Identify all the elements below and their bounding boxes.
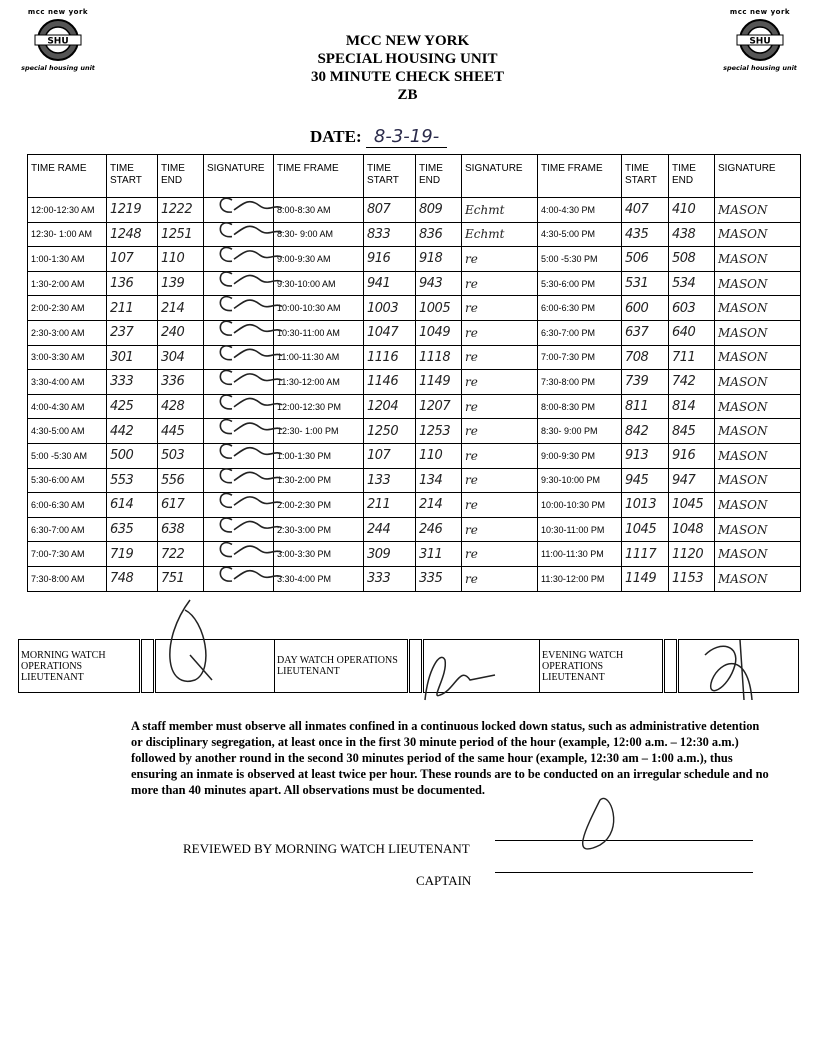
- time-end-cell[interactable]: 1207: [416, 394, 462, 419]
- time-start-cell[interactable]: 807: [364, 198, 416, 223]
- signature-cell[interactable]: re: [462, 345, 538, 370]
- time-frame-cell: 10:00-10:30 PM: [538, 493, 622, 518]
- table-row: [28, 493, 801, 518]
- time-start-cell[interactable]: 1045: [622, 517, 669, 542]
- table-row: [28, 222, 801, 247]
- column-header: SIGNATURE: [715, 155, 801, 198]
- signature-cell[interactable]: [204, 517, 274, 542]
- time-start-cell[interactable]: 637: [622, 320, 669, 345]
- signature-cell[interactable]: re: [462, 394, 538, 419]
- time-start-cell[interactable]: 1250: [364, 419, 416, 444]
- time-frame-cell: 1:00-1:30 AM: [28, 247, 107, 272]
- time-start-cell[interactable]: 842: [622, 419, 669, 444]
- time-end-cell[interactable]: 214: [416, 493, 462, 518]
- table-row: [28, 345, 801, 370]
- time-frame-cell: 2:30-3:00 PM: [274, 517, 364, 542]
- signature-cell[interactable]: MASON: [715, 198, 801, 223]
- day-watch-signature[interactable]: [423, 640, 540, 693]
- time-frame-cell: 6:30-7:00 AM: [28, 517, 107, 542]
- time-start-cell[interactable]: 107: [364, 443, 416, 468]
- table-row: [28, 320, 801, 345]
- signature-cell[interactable]: [204, 222, 274, 247]
- signature-cell[interactable]: MASON: [715, 443, 801, 468]
- time-frame-cell: 9:30-10:00 AM: [274, 271, 364, 296]
- instructions-paragraph: A staff member must observe all inmates confined in a continuous locked down status, such as administrative detention or disciplinary segregation, at least once in the first 30 minute period of the hour (example, 12:00 a.m. – 12:30 a.m.) followed by another round in the second 30 minutes period of the same hour (example, 12:30 am – 1:00 a.m.), thus ensuring an inmate is observed at least twice per hour. These rounds are to be conducted on an irregular schedule and no more than 40 minutes apart. All observations must be documented.: [131, 719, 769, 797]
- time-end-cell[interactable]: 742: [669, 370, 715, 395]
- signature-cell[interactable]: MASON: [715, 222, 801, 247]
- time-frame-cell: 4:00-4:30 PM: [538, 198, 622, 223]
- signature-cell[interactable]: re: [462, 566, 538, 591]
- signature-cell[interactable]: [204, 443, 274, 468]
- time-frame-cell: 4:30-5:00 AM: [28, 419, 107, 444]
- time-frame-cell: 8:00-8:30 AM: [274, 198, 364, 223]
- column-header: SIGNATURE: [204, 155, 274, 198]
- time-frame-cell: 4:00-4:30 AM: [28, 394, 107, 419]
- signature-cell[interactable]: [204, 419, 274, 444]
- time-end-cell[interactable]: 556: [158, 468, 204, 493]
- signature-cell[interactable]: re: [462, 517, 538, 542]
- title-line-2: SPECIAL HOUSING UNIT: [317, 51, 498, 67]
- time-end-cell[interactable]: 428: [158, 394, 204, 419]
- time-frame-cell: 8:00-8:30 PM: [538, 394, 622, 419]
- morning-watch-label: MORNING WATCH OPERATIONS LIEUTENANT: [19, 640, 141, 693]
- time-frame-cell: 1:30-2:00 AM: [28, 271, 107, 296]
- time-start-cell[interactable]: 941: [364, 271, 416, 296]
- time-start-cell[interactable]: 133: [364, 468, 416, 493]
- signature-cell[interactable]: MASON: [715, 566, 801, 591]
- signature-cell[interactable]: MASON: [715, 517, 801, 542]
- time-end-cell[interactable]: 845: [669, 419, 715, 444]
- signature-cell[interactable]: [204, 370, 274, 395]
- reviewed-by-label: REVIEWED BY MORNING WATCH LIEUTENANT: [183, 841, 470, 856]
- signature-cell[interactable]: re: [462, 468, 538, 493]
- time-end-cell[interactable]: 311: [416, 542, 462, 567]
- time-end-cell[interactable]: 603: [669, 296, 715, 321]
- morning-watch-signature[interactable]: [155, 640, 275, 693]
- table-row: [28, 271, 801, 296]
- signature-cell[interactable]: MASON: [715, 320, 801, 345]
- time-frame-cell: 2:30-3:00 AM: [28, 320, 107, 345]
- signature-cell[interactable]: [204, 271, 274, 296]
- day-watch-label: DAY WATCH OPERATIONS LIEUTENANT: [275, 640, 409, 693]
- signature-cell[interactable]: re: [462, 443, 538, 468]
- time-start-cell[interactable]: 739: [622, 370, 669, 395]
- time-end-cell[interactable]: 410: [669, 198, 715, 223]
- time-end-cell[interactable]: 1049: [416, 320, 462, 345]
- time-end-cell[interactable]: 1253: [416, 419, 462, 444]
- column-header: SIGNATURE: [462, 155, 538, 198]
- time-end-cell[interactable]: 503: [158, 443, 204, 468]
- signature-cell[interactable]: re: [462, 247, 538, 272]
- time-start-cell[interactable]: 136: [107, 271, 158, 296]
- signature-cell[interactable]: MASON: [715, 247, 801, 272]
- time-start-cell[interactable]: 1219: [107, 198, 158, 223]
- column-header: TIME START: [107, 155, 158, 198]
- signature-cell[interactable]: [204, 566, 274, 591]
- time-end-cell[interactable]: 445: [158, 419, 204, 444]
- table-row: [28, 370, 801, 395]
- column-header: TIME END: [669, 155, 715, 198]
- signature-cell[interactable]: MASON: [715, 419, 801, 444]
- time-end-cell[interactable]: 1120: [669, 542, 715, 567]
- time-frame-cell: 12:00-12:30 AM: [28, 198, 107, 223]
- time-start-cell[interactable]: 211: [364, 493, 416, 518]
- evening-watch-label: EVENING WATCH OPERATIONS LIEUTENANT: [540, 640, 664, 693]
- time-frame-cell: 6:00-6:30 AM: [28, 493, 107, 518]
- time-start-cell[interactable]: 244: [364, 517, 416, 542]
- time-end-cell[interactable]: 335: [416, 566, 462, 591]
- table-row: [28, 198, 801, 223]
- time-frame-cell: 7:00-7:30 AM: [28, 542, 107, 567]
- captain-signature-line[interactable]: [495, 872, 753, 873]
- table-row: [28, 419, 801, 444]
- time-frame-cell: 11:00-11:30 PM: [538, 542, 622, 567]
- signature-cell[interactable]: [204, 320, 274, 345]
- time-end-cell[interactable]: 638: [158, 517, 204, 542]
- time-end-cell[interactable]: 240: [158, 320, 204, 345]
- time-frame-cell: 1:30-2:00 PM: [274, 468, 364, 493]
- time-frame-cell: 7:30-8:00 PM: [538, 370, 622, 395]
- time-frame-cell: 3:00-3:30 PM: [274, 542, 364, 567]
- signature-cell[interactable]: MASON: [715, 468, 801, 493]
- column-header: TIME FRAME: [538, 155, 622, 198]
- time-end-cell[interactable]: 336: [158, 370, 204, 395]
- time-start-cell[interactable]: 1047: [364, 320, 416, 345]
- time-start-cell[interactable]: 916: [364, 247, 416, 272]
- time-start-cell[interactable]: 1204: [364, 394, 416, 419]
- logo-top-text: mcc new york: [729, 8, 791, 16]
- table-row: [28, 517, 801, 542]
- column-header: TIME FRAME: [274, 155, 364, 198]
- time-end-cell[interactable]: 1149: [416, 370, 462, 395]
- table-row: [28, 296, 801, 321]
- time-frame-cell: 6:30-7:00 PM: [538, 320, 622, 345]
- time-start-cell[interactable]: 1116: [364, 345, 416, 370]
- title-line-4: ZB: [397, 87, 418, 103]
- time-start-cell[interactable]: 425: [107, 394, 158, 419]
- table-row: [28, 468, 801, 493]
- time-end-cell[interactable]: 943: [416, 271, 462, 296]
- time-start-cell[interactable]: 435: [622, 222, 669, 247]
- time-end-cell[interactable]: 304: [158, 345, 204, 370]
- time-start-cell[interactable]: 1149: [622, 566, 669, 591]
- time-start-cell[interactable]: 635: [107, 517, 158, 542]
- logo-bottom-text: special housing unit: [723, 64, 797, 72]
- time-start-cell[interactable]: 107: [107, 247, 158, 272]
- svg-text:SHU: SHU: [749, 36, 771, 47]
- time-end-cell[interactable]: 809: [416, 198, 462, 223]
- time-start-cell[interactable]: 614: [107, 493, 158, 518]
- title-line-1: MCC NEW YORK: [345, 33, 470, 49]
- time-start-cell[interactable]: 748: [107, 566, 158, 591]
- table-row: [28, 542, 801, 567]
- time-end-cell[interactable]: 918: [416, 247, 462, 272]
- time-frame-cell: 12:30- 1:00 PM: [274, 419, 364, 444]
- signature-cell[interactable]: [204, 542, 274, 567]
- time-end-cell[interactable]: 751: [158, 566, 204, 591]
- time-frame-cell: 11:30-12:00 PM: [538, 566, 622, 591]
- time-frame-cell: 3:00-3:30 AM: [28, 345, 107, 370]
- time-frame-cell: 7:00-7:30 PM: [538, 345, 622, 370]
- time-start-cell[interactable]: 945: [622, 468, 669, 493]
- time-frame-cell: 5:30-6:00 AM: [28, 468, 107, 493]
- time-start-cell[interactable]: 407: [622, 198, 669, 223]
- time-start-cell[interactable]: 708: [622, 345, 669, 370]
- signature-cell[interactable]: re: [462, 419, 538, 444]
- check-sheet-table: [27, 154, 801, 592]
- time-frame-cell: 9:30-10:00 PM: [538, 468, 622, 493]
- signature-cell[interactable]: [204, 296, 274, 321]
- time-end-cell[interactable]: 1005: [416, 296, 462, 321]
- time-frame-cell: 2:00-2:30 AM: [28, 296, 107, 321]
- time-frame-cell: 9:00-9:30 PM: [538, 443, 622, 468]
- header-row: [28, 155, 801, 198]
- table-row: [28, 247, 801, 272]
- time-frame-cell: 8:30- 9:00 PM: [538, 419, 622, 444]
- time-end-cell[interactable]: 1045: [669, 493, 715, 518]
- time-frame-cell: 6:00-6:30 PM: [538, 296, 622, 321]
- time-start-cell[interactable]: 833: [364, 222, 416, 247]
- signature-cell[interactable]: [204, 394, 274, 419]
- time-frame-cell: 5:00 -5:30 PM: [538, 247, 622, 272]
- signature-cell[interactable]: re: [462, 370, 538, 395]
- table-row: [28, 566, 801, 591]
- signature-cell[interactable]: [204, 198, 274, 223]
- column-header: TIME END: [416, 155, 462, 198]
- title-line-3: 30 MINUTE CHECK SHEET: [311, 69, 504, 85]
- column-header: TIME END: [158, 155, 204, 198]
- time-start-cell[interactable]: 309: [364, 542, 416, 567]
- time-end-cell[interactable]: 134: [416, 468, 462, 493]
- time-start-cell[interactable]: 1013: [622, 493, 669, 518]
- time-start-cell[interactable]: 301: [107, 345, 158, 370]
- time-end-cell[interactable]: 110: [158, 247, 204, 272]
- time-end-cell[interactable]: 214: [158, 296, 204, 321]
- time-frame-cell: 10:30-11:00 PM: [538, 517, 622, 542]
- time-end-cell[interactable]: 1153: [669, 566, 715, 591]
- column-header: TIME START: [364, 155, 416, 198]
- time-frame-cell: 4:30-5:00 PM: [538, 222, 622, 247]
- time-start-cell[interactable]: 333: [107, 370, 158, 395]
- column-header: TIME RAME: [28, 155, 107, 198]
- time-frame-cell: 8:30- 9:00 AM: [274, 222, 364, 247]
- time-frame-cell: 10:30-11:00 AM: [274, 320, 364, 345]
- time-start-cell[interactable]: 333: [364, 566, 416, 591]
- time-frame-cell: 7:30-8:00 AM: [28, 566, 107, 591]
- time-frame-cell: 3:30-4:00 AM: [28, 370, 107, 395]
- signature-cell[interactable]: [204, 247, 274, 272]
- watch-lieutenant-table: [18, 639, 799, 693]
- time-start-cell[interactable]: 1248: [107, 222, 158, 247]
- svg-text:SHU: SHU: [47, 36, 69, 47]
- time-end-cell[interactable]: 722: [158, 542, 204, 567]
- time-start-cell[interactable]: 719: [107, 542, 158, 567]
- time-end-cell[interactable]: 836: [416, 222, 462, 247]
- signature-cell[interactable]: Echmt: [462, 222, 538, 247]
- time-end-cell[interactable]: 139: [158, 271, 204, 296]
- time-frame-cell: 12:00-12:30 PM: [274, 394, 364, 419]
- signature-cell[interactable]: re: [462, 296, 538, 321]
- time-frame-cell: 1:00-1:30 PM: [274, 443, 364, 468]
- time-start-cell[interactable]: 500: [107, 443, 158, 468]
- time-start-cell[interactable]: 211: [107, 296, 158, 321]
- time-frame-cell: 11:30-12:00 AM: [274, 370, 364, 395]
- signature-cell[interactable]: [204, 493, 274, 518]
- time-end-cell[interactable]: 534: [669, 271, 715, 296]
- time-end-cell[interactable]: 1251: [158, 222, 204, 247]
- time-end-cell[interactable]: 1048: [669, 517, 715, 542]
- time-start-cell[interactable]: 1003: [364, 296, 416, 321]
- reviewed-by-signature-line[interactable]: [495, 840, 753, 841]
- time-frame-cell: 5:30-6:00 PM: [538, 271, 622, 296]
- signature-cell[interactable]: MASON: [715, 296, 801, 321]
- signature-cell[interactable]: re: [462, 542, 538, 567]
- signature-cell[interactable]: MASON: [715, 542, 801, 567]
- signature-cell[interactable]: re: [462, 271, 538, 296]
- time-end-cell[interactable]: 246: [416, 517, 462, 542]
- time-start-cell[interactable]: 506: [622, 247, 669, 272]
- date-field: [310, 126, 447, 147]
- time-start-cell[interactable]: 531: [622, 271, 669, 296]
- logo-bottom-text: special housing unit: [21, 64, 95, 72]
- time-end-cell[interactable]: 814: [669, 394, 715, 419]
- time-end-cell[interactable]: 947: [669, 468, 715, 493]
- signature-cell[interactable]: [204, 345, 274, 370]
- time-frame-cell: 12:30- 1:00 AM: [28, 222, 107, 247]
- time-start-cell[interactable]: 237: [107, 320, 158, 345]
- page-title: [0, 32, 815, 104]
- signature-cell[interactable]: Echmt: [462, 198, 538, 223]
- time-frame-cell: 10:00-10:30 AM: [274, 296, 364, 321]
- signature-cell[interactable]: MASON: [715, 493, 801, 518]
- time-end-cell[interactable]: 1118: [416, 345, 462, 370]
- signature-cell[interactable]: re: [462, 320, 538, 345]
- table-row: [28, 443, 801, 468]
- date-value[interactable]: 8-3-19-: [366, 126, 447, 148]
- time-start-cell[interactable]: 553: [107, 468, 158, 493]
- signature-cell[interactable]: MASON: [715, 394, 801, 419]
- signature-cell[interactable]: MASON: [715, 271, 801, 296]
- time-end-cell[interactable]: 711: [669, 345, 715, 370]
- signature-cell[interactable]: MASON: [715, 370, 801, 395]
- signature-cell[interactable]: MASON: [715, 345, 801, 370]
- time-start-cell[interactable]: 600: [622, 296, 669, 321]
- evening-watch-signature[interactable]: [678, 640, 799, 693]
- logo-top-text: mcc new york: [27, 8, 89, 16]
- time-start-cell[interactable]: 1146: [364, 370, 416, 395]
- signature-cell[interactable]: re: [462, 493, 538, 518]
- time-frame-cell: 5:00 -5:30 AM: [28, 443, 107, 468]
- time-end-cell[interactable]: 438: [669, 222, 715, 247]
- time-frame-cell: 9:00-9:30 AM: [274, 247, 364, 272]
- captain-label: CAPTAIN: [416, 873, 472, 888]
- time-frame-cell: 2:00-2:30 PM: [274, 493, 364, 518]
- column-header: TIME START: [622, 155, 669, 198]
- time-frame-cell: 11:00-11:30 AM: [274, 345, 364, 370]
- time-frame-cell: 3:30-4:00 PM: [274, 566, 364, 591]
- time-end-cell[interactable]: 916: [669, 443, 715, 468]
- time-end-cell[interactable]: 640: [669, 320, 715, 345]
- time-end-cell[interactable]: 508: [669, 247, 715, 272]
- time-start-cell[interactable]: 811: [622, 394, 669, 419]
- time-end-cell[interactable]: 110: [416, 443, 462, 468]
- time-start-cell[interactable]: 1117: [622, 542, 669, 567]
- date-label: DATE:: [310, 127, 362, 146]
- time-end-cell[interactable]: 1222: [158, 198, 204, 223]
- time-start-cell[interactable]: 442: [107, 419, 158, 444]
- table-row: [28, 394, 801, 419]
- time-start-cell[interactable]: 913: [622, 443, 669, 468]
- time-end-cell[interactable]: 617: [158, 493, 204, 518]
- signature-cell[interactable]: [204, 468, 274, 493]
